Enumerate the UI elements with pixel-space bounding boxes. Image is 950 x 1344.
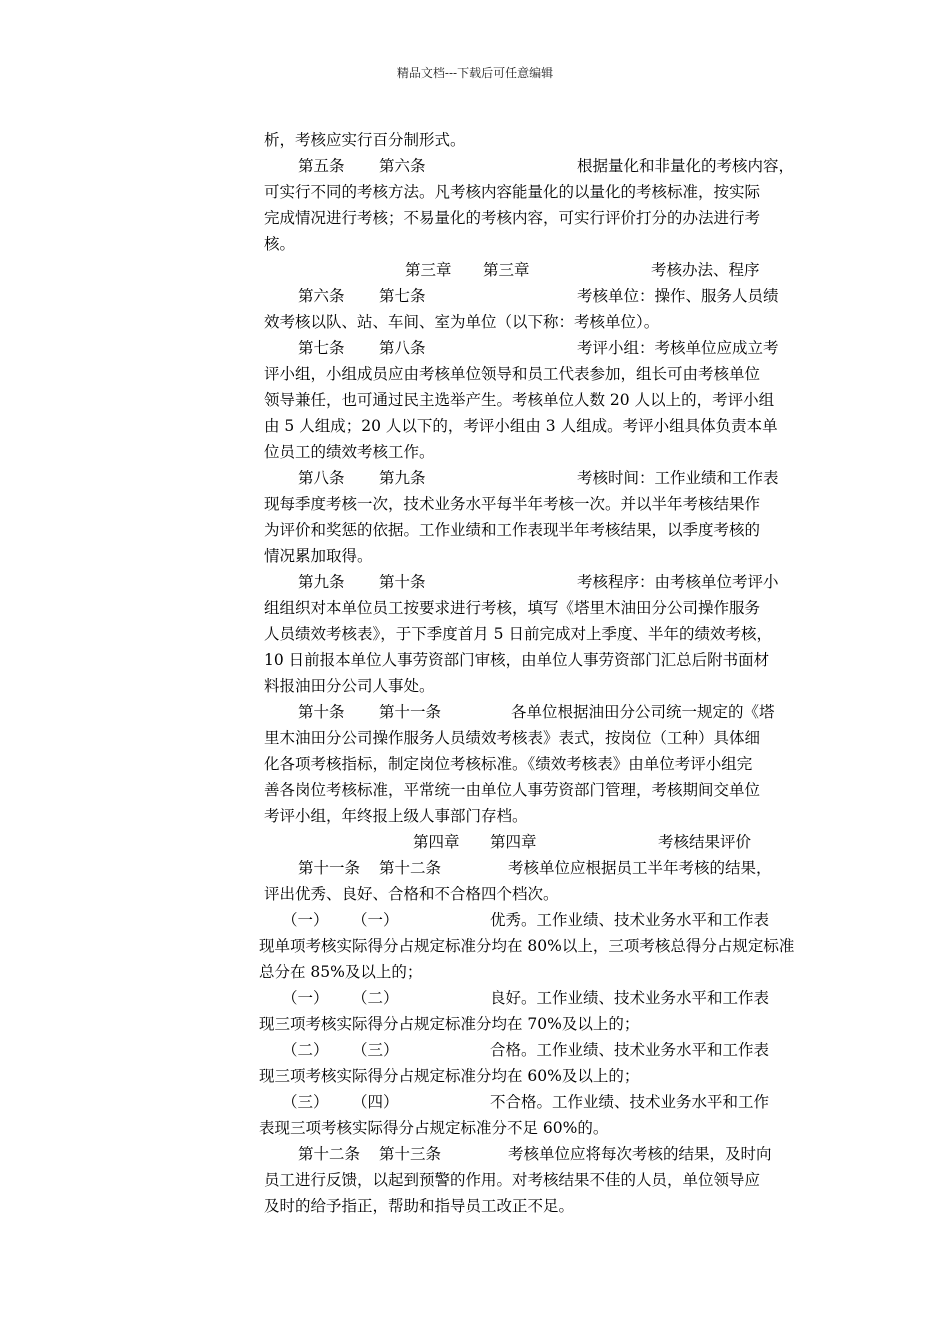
article-number-alt: 第七条 <box>379 287 426 305</box>
article-heading <box>264 1141 804 1167</box>
item-heading <box>264 1037 804 1063</box>
line-text: 及时的给予指正，帮助和指导员工改正不足。 <box>264 1197 575 1215</box>
text-line <box>264 751 804 777</box>
article-number-alt: 第十条 <box>379 573 426 591</box>
text-line <box>264 309 804 335</box>
article-number: 第八条 <box>298 469 345 487</box>
line-text: 领导兼任，也可通过民主选举产生。考核单位人数 20 人以上的，考评小组 <box>264 391 775 409</box>
line-text: 核。 <box>264 235 296 253</box>
item-heading <box>264 907 804 933</box>
article-number: 第十二条 <box>298 1145 361 1163</box>
item-text: 合格。工作业绩、技术业务水平和工作表 <box>490 1041 770 1059</box>
line-text: 总分在 85%及以上的； <box>259 963 423 981</box>
text-line <box>264 231 804 257</box>
chapter-number: 第四章 <box>413 833 460 851</box>
article-text: 考核时间：工作业绩和工作表 <box>577 469 779 487</box>
article-number: 第六条 <box>298 287 345 305</box>
text-line <box>264 205 804 231</box>
chapter-number-alt: 第三章 <box>483 261 530 279</box>
item-number-alt: （三） <box>352 1041 399 1059</box>
article-number-alt: 第六条 <box>379 157 426 175</box>
article-number-alt: 第九条 <box>379 469 426 487</box>
text-line <box>259 1063 804 1089</box>
text-line <box>259 959 804 985</box>
line-text: 考评小组，年终报上级人事部门存档。 <box>264 807 528 825</box>
line-text: 情况累加取得。 <box>264 547 373 565</box>
line-text: 化各项考核指标，制定岗位考核标准。《绩效考核表》由单位考评小组完 <box>264 755 753 773</box>
line-text: 里木油田分公司操作服务人员绩效考核表》表式，按岗位（工种）具体细 <box>264 729 761 747</box>
text-line <box>264 517 804 543</box>
text-line <box>264 621 804 647</box>
item-text: 不合格。工作业绩、技术业务水平和工作 <box>490 1093 770 1111</box>
line-text: 人员绩效考核表》，于下季度首月 5 日前完成对上季度、半年的绩效考核， <box>264 625 772 643</box>
chapter-heading <box>264 257 804 283</box>
line-text: 现三项考核实际得分占规定标准分均在 60%及以上的； <box>259 1067 640 1085</box>
article-number: 第十一条 <box>298 859 361 877</box>
article-number: 第九条 <box>298 573 345 591</box>
article-text: 考核程序：由考核单位考评小 <box>577 573 779 591</box>
line-text: 料报油田分公司人事处。 <box>264 677 435 695</box>
article-heading <box>264 335 804 361</box>
article-number-alt: 第十二条 <box>379 859 442 877</box>
line-text: 位员工的绩效考核工作。 <box>264 443 435 461</box>
line-text: 评出优秀、良好、合格和不合格四个档次。 <box>264 885 559 903</box>
item-text: 良好。工作业绩、技术业务水平和工作表 <box>490 989 770 1007</box>
item-number: （二） <box>282 1041 329 1059</box>
article-text: 考核单位应根据员工半年考核的结果， <box>508 859 772 877</box>
line-text: 现每季度考核一次，技术业务水平每半年考核一次。并以半年考核结果作 <box>264 495 761 513</box>
text-line <box>264 881 804 907</box>
line-text: 10 日前报本单位人事劳资部门审核，由单位人事劳资部门汇总后附书面材 <box>264 651 770 669</box>
article-text: 考评小组：考核单位应成立考 <box>577 339 779 357</box>
line-text: 评小组，小组成员应由考核单位领导和员工代表参加，组长可由考核单位 <box>264 365 761 383</box>
chapter-title: 考核结果评价 <box>658 833 752 851</box>
line-text: 组组织对本单位员工按要求进行考核，填写《塔里木油田分公司操作服务 <box>264 599 761 617</box>
article-heading <box>264 569 804 595</box>
item-heading <box>264 1089 804 1115</box>
article-heading <box>264 153 804 179</box>
line-text: 表现三项考核实际得分占规定标准分不足 60%的。 <box>259 1119 609 1137</box>
page-header: 精品文档---下载后可任意编辑 <box>396 66 554 80</box>
line-text: 现三项考核实际得分占规定标准分均在 70%及以上的； <box>259 1015 640 1033</box>
article-heading <box>264 855 804 881</box>
text-line <box>264 543 804 569</box>
article-text: 考核单位：操作、服务人员绩 <box>577 287 779 305</box>
article-number: 第七条 <box>298 339 345 357</box>
item-number-alt: （二） <box>352 989 399 1007</box>
article-text: 考核单位应将每次考核的结果，及时向 <box>508 1145 772 1163</box>
text-line <box>264 491 804 517</box>
article-text: 根据量化和非量化的考核内容， <box>577 157 795 175</box>
article-heading <box>264 465 804 491</box>
text-line <box>259 1011 804 1037</box>
chapter-number: 第三章 <box>405 261 452 279</box>
text-line <box>264 673 804 699</box>
article-number-alt: 第十一条 <box>379 703 442 721</box>
chapter-title: 考核办法、程序 <box>651 261 760 279</box>
item-number-alt: （四） <box>352 1093 399 1111</box>
line-text: 可实行不同的考核方法。凡考核内容能量化的以量化的考核标准，按实际 <box>264 183 761 201</box>
article-number-alt: 第十三条 <box>379 1145 442 1163</box>
text-line <box>264 439 804 465</box>
article-number-alt: 第八条 <box>379 339 426 357</box>
text-line <box>264 361 804 387</box>
line-text: 现单项考核实际得分占规定标准分均在 80%以上，三项考核总得分占规定标准 <box>259 937 795 955</box>
article-text: 各单位根据油田分公司统一规定的《塔 <box>511 703 775 721</box>
item-number: （三） <box>282 1093 329 1111</box>
item-number: （一） <box>282 989 329 1007</box>
text-line <box>264 179 804 205</box>
text-line <box>264 387 804 413</box>
text-line <box>264 1193 804 1219</box>
item-heading <box>264 985 804 1011</box>
line-text: 由 5 人组成；20 人以下的，考评小组由 3 人组成。考评小组具体负责本单 <box>264 417 778 435</box>
article-heading <box>264 283 804 309</box>
text-line <box>264 803 804 829</box>
document-body <box>259 127 804 1219</box>
article-number: 第十条 <box>298 703 345 721</box>
text-line <box>264 413 804 439</box>
article-heading <box>264 699 804 725</box>
item-number: （一） <box>282 911 329 929</box>
article-number: 第五条 <box>298 157 345 175</box>
text-line <box>264 1167 804 1193</box>
text-line <box>259 1115 804 1141</box>
line-text: 完成情况进行考核；不易量化的考核内容，可实行评价打分的办法进行考 <box>264 209 761 227</box>
text-line <box>264 777 804 803</box>
line-text: 析，考核应实行百分制形式。 <box>264 131 466 149</box>
text-line <box>264 725 804 751</box>
text-line <box>264 595 804 621</box>
chapter-number-alt: 第四章 <box>490 833 537 851</box>
chapter-heading <box>264 829 804 855</box>
text-line <box>264 127 804 153</box>
item-number-alt: （一） <box>352 911 399 929</box>
item-text: 优秀。工作业绩、技术业务水平和工作表 <box>490 911 770 929</box>
text-line <box>264 647 804 673</box>
line-text: 为评价和奖惩的依据。工作业绩和工作表现半年考核结果，以季度考核的 <box>264 521 761 539</box>
text-line <box>259 933 804 959</box>
line-text: 效考核以队、站、车间、室为单位（以下称：考核单位）。 <box>264 313 660 331</box>
line-text: 善各岗位考核标准，平常统一由单位人事劳资部门管理，考核期间交单位 <box>264 781 761 799</box>
line-text: 员工进行反馈，以起到预警的作用。对考核结果不佳的人员，单位领导应 <box>264 1171 761 1189</box>
